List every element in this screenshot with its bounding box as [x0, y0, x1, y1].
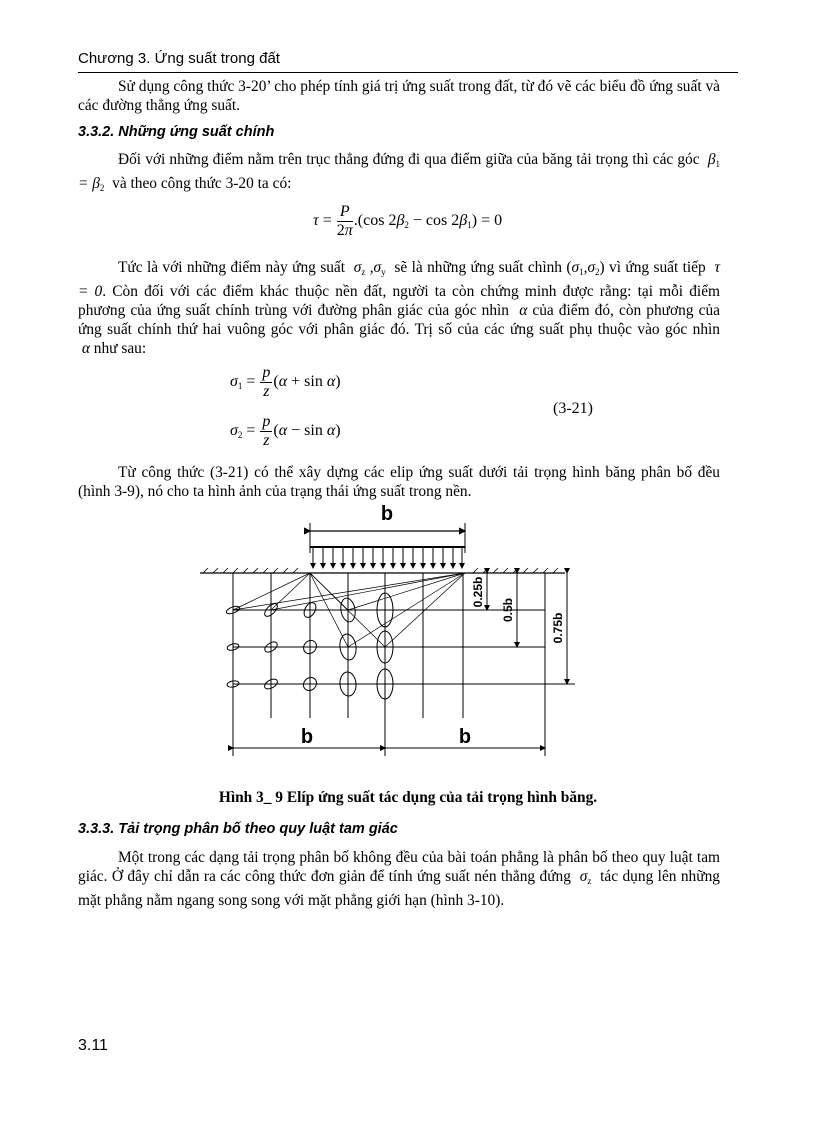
paragraph-principal-2 — [78, 258, 720, 358]
alpha-symbol-2: α — [78, 340, 94, 357]
para1-text-a: Đối với những điểm nằm trên trục thẳng đứng đi qua điểm giữa của băng tải trọng thì các góc — [118, 151, 700, 168]
para2-text-b: sẽ là những ứng suất chình ( — [394, 259, 572, 276]
para1-text-b: và theo công thức 3-20 ta có: — [112, 175, 292, 192]
equation-tau: τ = $\frac{P}{2\pi}$ .(cos $2\beta_2 - \cos 2\beta_1) = 0$ — [313, 203, 503, 239]
para2-text-a: Tức là với những điểm này ứng suất — [118, 259, 345, 276]
sigma-z: $\sigma_z$ — [575, 868, 592, 886]
intro-paragraph: Sử dụng công thức 3-20’ cho phép tính giá trị ứng suất trong đất, từ đó vẽ các biểu đồ ứng suất và các đường thẳng ứng suất. — [78, 78, 720, 114]
page-number: 3.11 — [78, 1037, 108, 1054]
dim-label-05b: 0.5b — [501, 597, 515, 623]
section-heading-333: 3.3.3. Tải trọng phân bố theo quy luật tam giác — [78, 821, 398, 837]
equation-label-3-21: (3-21) — [553, 400, 593, 417]
dim-label-025b: 0.25b — [471, 576, 485, 608]
load-arrows — [313, 548, 462, 568]
para2-text-d: . Còn đối với các điểm khác thuộc nền đất, người ta còn chứng minh được rằng: tại mỗi điểm phương của ứng suất chính trùng với đường phân giác của góc nhìn — [78, 283, 721, 319]
para2-text-f: như sau: — [93, 340, 147, 357]
label-bottom-left-b: b — [300, 726, 314, 748]
triangular-text-a: Một trong các dạng tải trọng phân bố không đều của bài toán phẳng là phân bố theo quy luật tam giác. Ở đây chỉ dẫn ra các công thức đơn giản để tính ứng suất nén thẳng đứng — [78, 849, 720, 885]
label-top-b: b — [380, 503, 394, 525]
section-heading-332: 3.3.2. Những ứng suất chính — [78, 124, 275, 140]
paragraph-triangular — [78, 848, 720, 910]
equation-sigma2: $\sigma_2$ = $\frac{p}{z}$ (α − sin α) — [230, 413, 341, 449]
sigma-zy: $\sigma_z$ $,\sigma_y$ — [349, 259, 386, 277]
stress-ellipse-figure — [195, 498, 605, 760]
paragraph-principal-1 — [78, 150, 720, 198]
chapter-header: Chương 3. Ứng suất trong đất — [78, 50, 280, 67]
triangular-text-b: tác dụng lên những mặt phẳng nằm ngang song song với mặt phẳng giới hạn (hình 3-10). — [78, 868, 720, 909]
paragraph-principal-3: Từ công thức (3-21) có thể xây dựng các elip ứng suất dưới tải trọng hình băng phân bố đều (hình 3-9), nó cho ta hình ảnh của trạng thái ứng suất trong nền. — [78, 464, 720, 500]
figure-caption: Hình 3_ 9 Elíp ứng suất tác dụng của tải trọng hình băng. — [218, 789, 598, 806]
alpha-symbol-1: α — [514, 302, 533, 319]
ground-hatching — [203, 568, 558, 573]
label-bottom-right-b: b — [458, 726, 472, 748]
para2-text-c: ) vì ứng suất tiếp — [599, 259, 706, 276]
equation-sigma1: $\sigma_1$ = $\frac{p}{z}$ (α + sin α) — [230, 364, 341, 400]
dim-label-075b: 0.75b — [551, 612, 565, 644]
beta-equality: $\beta_1 = \beta_2$ — [78, 151, 720, 193]
stress-ellipses — [225, 593, 393, 699]
tau-zero: τ = 0 — [78, 259, 720, 300]
sigma-12: $\sigma_1,\sigma_2$ — [571, 259, 600, 277]
header-rule — [78, 72, 738, 73]
para2-text-e: của điểm đó, còn phương của ứng suất chính thứ hai vuông góc với phân giác đó. Trị số của các ứng suất phụ thuộc vào góc nhìn — [78, 302, 720, 338]
